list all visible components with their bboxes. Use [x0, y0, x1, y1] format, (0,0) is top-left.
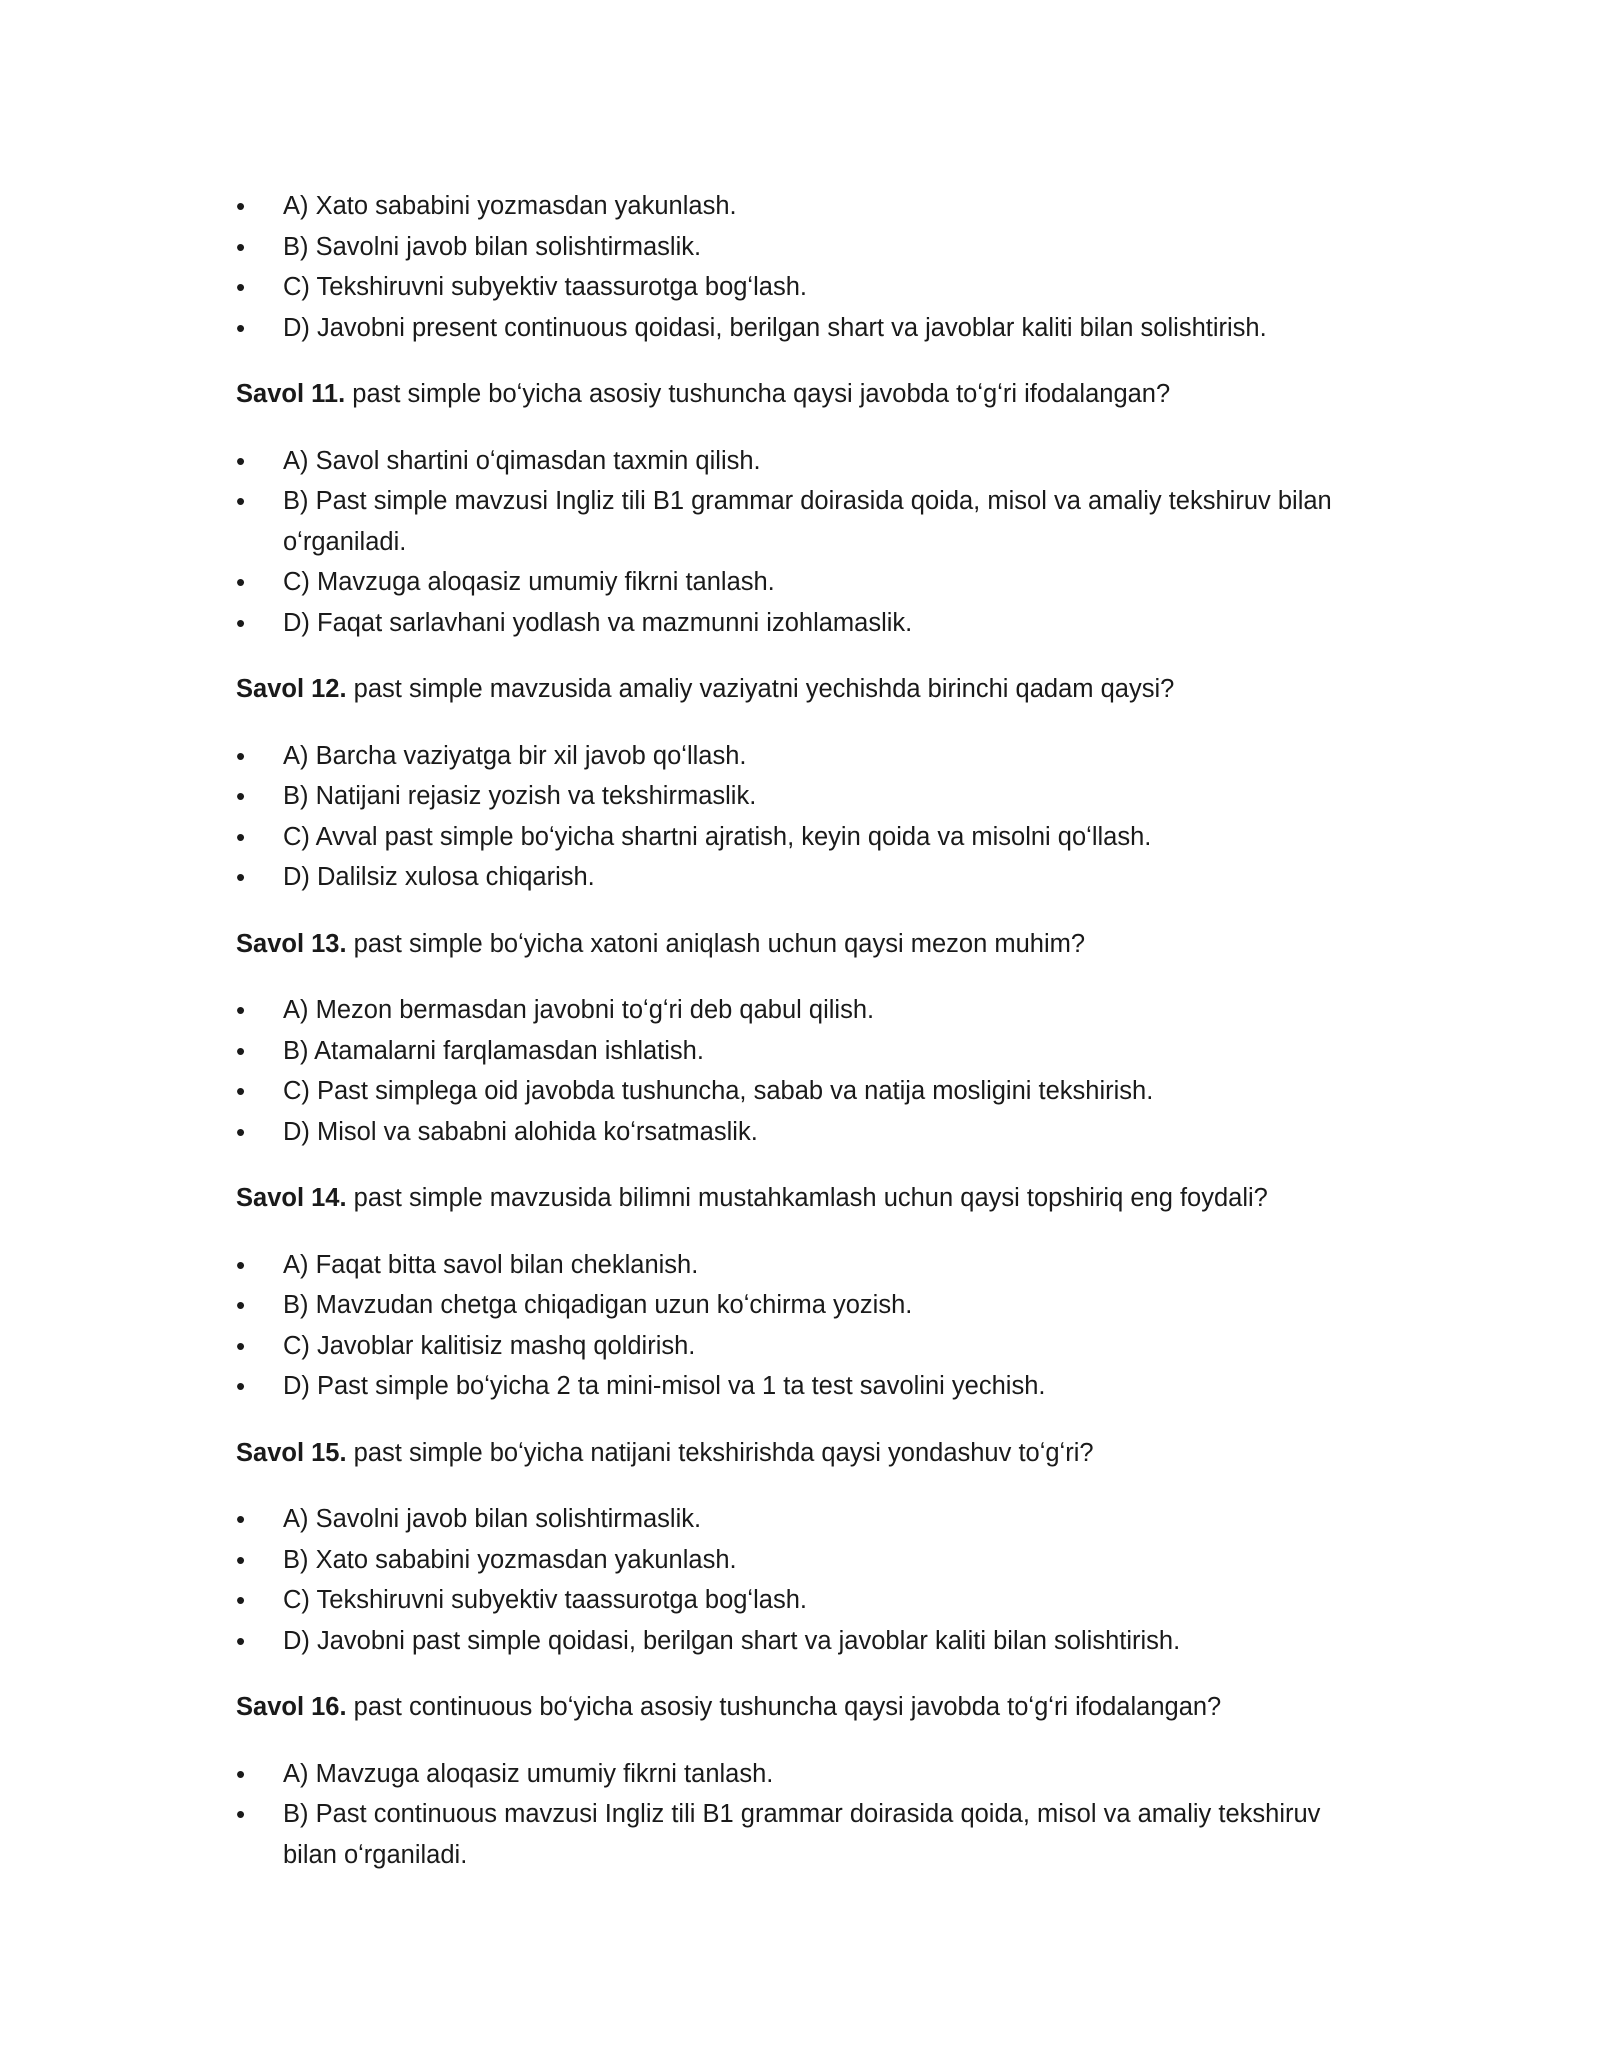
- answer-option-text: C) Avval past simple boʻyicha shartni ajratish, keyin qoida va misolni qoʻllash.: [283, 822, 1152, 851]
- question-text: past continuous boʻyicha asosiy tushuncha qaysi javobda toʻgʻri ifodalangan?: [346, 1693, 1222, 1721]
- answer-option: [236, 481, 1366, 562]
- answer-option-text: D) Past simple boʻyicha 2 ta mini-misol va 1 ta test savolini yechish.: [283, 1372, 1046, 1400]
- question-heading: [236, 924, 1366, 965]
- question-text: past simple boʻyicha asosiy tushuncha qaysi javobda toʻgʻri ifodalangan?: [345, 380, 1171, 408]
- bullet-icon: [236, 308, 256, 350]
- bullet-icon: [236, 1326, 256, 1368]
- bullet-icon: [236, 1499, 256, 1541]
- answer-option: [236, 308, 1366, 349]
- bullet-icon: [236, 1285, 256, 1327]
- answer-option: [236, 441, 1366, 482]
- bullet-icon: [236, 1112, 256, 1154]
- answer-options-list: [236, 1245, 1366, 1407]
- question-heading: [236, 374, 1366, 415]
- bullet-icon: [236, 186, 256, 228]
- question-number: Savol 12.: [236, 675, 347, 703]
- bullet-icon: [236, 736, 256, 778]
- answer-option-text: D) Misol va sababni alohida koʻrsatmaslik.: [283, 1117, 758, 1146]
- bullet-icon: [236, 1621, 256, 1663]
- answer-option: [236, 1245, 1366, 1286]
- bullet-icon: [236, 603, 256, 645]
- question-number: Savol 11.: [236, 380, 346, 408]
- answer-option: [236, 1071, 1366, 1112]
- answer-option: [236, 1794, 1366, 1875]
- question-number: Savol 14.: [236, 1184, 347, 1212]
- answer-option-text: C) Tekshiruvni subyektiv taassurotga bogʻlash.: [283, 273, 807, 301]
- question-number: Savol 15.: [236, 1438, 347, 1467]
- answer-option: [236, 562, 1366, 603]
- answer-option: [236, 267, 1366, 308]
- bullet-icon: [236, 1366, 256, 1408]
- answer-option: [236, 817, 1366, 858]
- answer-option-text: A) Barcha vaziyatga bir xil javob qoʻllash.: [283, 741, 747, 770]
- question-heading: [236, 1178, 1366, 1219]
- bullet-icon: [236, 1794, 256, 1836]
- answer-option-text: C) Past simplega oid javobda tushuncha, sabab va natija mosligini tekshirish.: [283, 1077, 1154, 1105]
- answer-option: [236, 1366, 1366, 1407]
- answer-option: [236, 1580, 1366, 1621]
- answer-option-text: C) Javoblar kalitisiz mashq qoldirish.: [283, 1331, 696, 1360]
- bullet-icon: [236, 441, 256, 483]
- bullet-icon: [236, 227, 256, 269]
- bullet-icon: [236, 857, 256, 899]
- bullet-icon: [236, 1540, 256, 1582]
- answer-options-list: [236, 1754, 1366, 1876]
- bullet-icon: [236, 1580, 256, 1622]
- answer-option-text: D) Javobni past simple qoidasi, berilgan shart va javoblar kaliti bilan solishtirish.: [283, 1626, 1181, 1655]
- question-heading: [236, 669, 1366, 710]
- answer-options-list: [236, 1499, 1366, 1661]
- answer-options-list: [236, 441, 1366, 644]
- bullet-icon: [236, 267, 256, 309]
- question-heading: [236, 1687, 1366, 1728]
- answer-option: [236, 990, 1366, 1031]
- answer-option-text: B) Mavzudan chetga chiqadigan uzun koʻchirma yozish.: [283, 1291, 913, 1319]
- answer-option: [236, 857, 1366, 898]
- answer-option-text: B) Past continuous mavzusi Ingliz tili B1 grammar doirasida qoida, misol va amaliy tekshiruv bilan oʻrganiladi.: [283, 1800, 1321, 1869]
- answer-option: [236, 186, 1366, 227]
- answer-option: [236, 603, 1366, 644]
- answer-option: [236, 1112, 1366, 1153]
- answer-option-text: B) Past simple mavzusi Ingliz tili B1 grammar doirasida qoida, misol va amaliy tekshiruv bilan oʻrganiladi.: [283, 487, 1332, 556]
- answer-option-text: C) Mavzuga aloqasiz umumiy fikrni tanlash.: [283, 568, 775, 596]
- bullet-icon: [236, 1245, 256, 1287]
- document-body: [236, 186, 1366, 1875]
- answer-option-text: A) Xato sababini yozmasdan yakunlash.: [283, 192, 737, 220]
- answer-option: [236, 1326, 1366, 1367]
- question-heading: [236, 1433, 1366, 1474]
- answer-options-list: [236, 736, 1366, 898]
- bullet-icon: [236, 990, 256, 1032]
- answer-option-text: B) Savolni javob bilan solishtirmaslik.: [283, 232, 702, 261]
- question-text: past simple mavzusida bilimni mustahkamlash uchun qaysi topshiriq eng foydali?: [346, 1184, 1268, 1212]
- answer-option-text: D) Faqat sarlavhani yodlash va mazmunni izohlamaslik.: [283, 608, 913, 637]
- bullet-icon: [236, 776, 256, 818]
- answer-option-text: C) Tekshiruvni subyektiv taassurotga bogʻlash.: [283, 1586, 807, 1614]
- bullet-icon: [236, 1071, 256, 1113]
- answer-option: [236, 1754, 1366, 1795]
- answer-option-text: A) Mezon bermasdan javobni toʻgʻri deb qabul qilish.: [283, 996, 875, 1024]
- question-text: past simple boʻyicha natijani tekshirishda qaysi yondashuv toʻgʻri?: [346, 1438, 1094, 1467]
- answer-option: [236, 1285, 1366, 1326]
- answer-option-text: B) Atamalarni farqlamasdan ishlatish.: [283, 1036, 704, 1065]
- bullet-icon: [236, 817, 256, 859]
- answer-option-text: D) Javobni present continuous qoidasi, berilgan shart va javoblar kaliti bilan solishtirish.: [283, 313, 1267, 342]
- answer-option: [236, 1031, 1366, 1072]
- answer-option-text: A) Savol shartini oʻqimasdan taxmin qilish.: [283, 446, 761, 475]
- answer-option-text: A) Savolni javob bilan solishtirmaslik.: [283, 1505, 702, 1533]
- question-number: Savol 13.: [236, 929, 347, 958]
- answer-option-text: B) Xato sababini yozmasdan yakunlash.: [283, 1545, 737, 1574]
- answer-options-list: [236, 990, 1366, 1152]
- bullet-icon: [236, 1754, 256, 1796]
- answer-option-text: D) Dalilsiz xulosa chiqarish.: [283, 863, 595, 891]
- bullet-icon: [236, 1031, 256, 1073]
- answer-option: [236, 776, 1366, 817]
- answer-option: [236, 736, 1366, 777]
- answer-option: [236, 1499, 1366, 1540]
- question-text: past simple mavzusida amaliy vaziyatni yechishda birinchi qadam qaysi?: [346, 675, 1175, 703]
- answer-option-text: A) Mavzuga aloqasiz umumiy fikrni tanlash.: [283, 1759, 774, 1788]
- answer-option: [236, 1621, 1366, 1662]
- answer-option-text: B) Natijani rejasiz yozish va tekshirmaslik.: [283, 782, 757, 810]
- question-text: past simple boʻyicha xatoni aniqlash uchun qaysi mezon muhim?: [346, 929, 1086, 958]
- question-number: Savol 16.: [236, 1693, 347, 1721]
- bullet-icon: [236, 562, 256, 604]
- answer-options-list: [236, 186, 1366, 348]
- answer-option: [236, 227, 1366, 268]
- answer-option-text: A) Faqat bitta savol bilan cheklanish.: [283, 1250, 699, 1279]
- bullet-icon: [236, 481, 256, 523]
- answer-option: [236, 1540, 1366, 1581]
